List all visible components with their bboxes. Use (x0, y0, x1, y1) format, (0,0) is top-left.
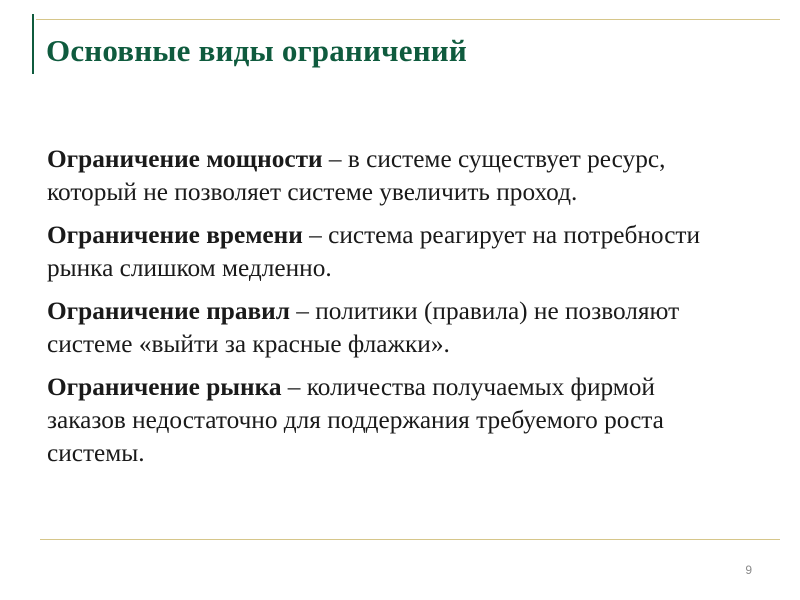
term-market: Ограничение рынка (47, 373, 282, 401)
term-time: Ограничение времени (47, 221, 303, 249)
slide-body (47, 143, 727, 480)
page-number: 9 (745, 563, 752, 577)
definition-capacity: – в системе существует ресурс, который не позволяет системе увеличить проход. (47, 145, 666, 206)
definition-rules: – политики (правила) не позволяют системе «выйти за красные флажки». (47, 297, 680, 358)
slide-title: Основные виды ограничений (46, 33, 467, 68)
paragraph-time (47, 219, 727, 285)
paragraph-capacity (47, 143, 727, 209)
term-capacity: Ограничение мощности (47, 145, 323, 173)
top-divider (36, 19, 780, 20)
definition-time: – система реагирует на потребности рынка слишком медленно. (47, 221, 701, 282)
definition-market: – количества получаемых фирмой заказов недостаточно для поддержания требуемого роста системы. (47, 373, 664, 467)
paragraph-rules (47, 295, 727, 361)
title-accent-bar (32, 14, 34, 74)
paragraph-market (47, 371, 727, 470)
bottom-divider (40, 539, 780, 540)
term-rules: Ограничение правил (47, 297, 290, 325)
